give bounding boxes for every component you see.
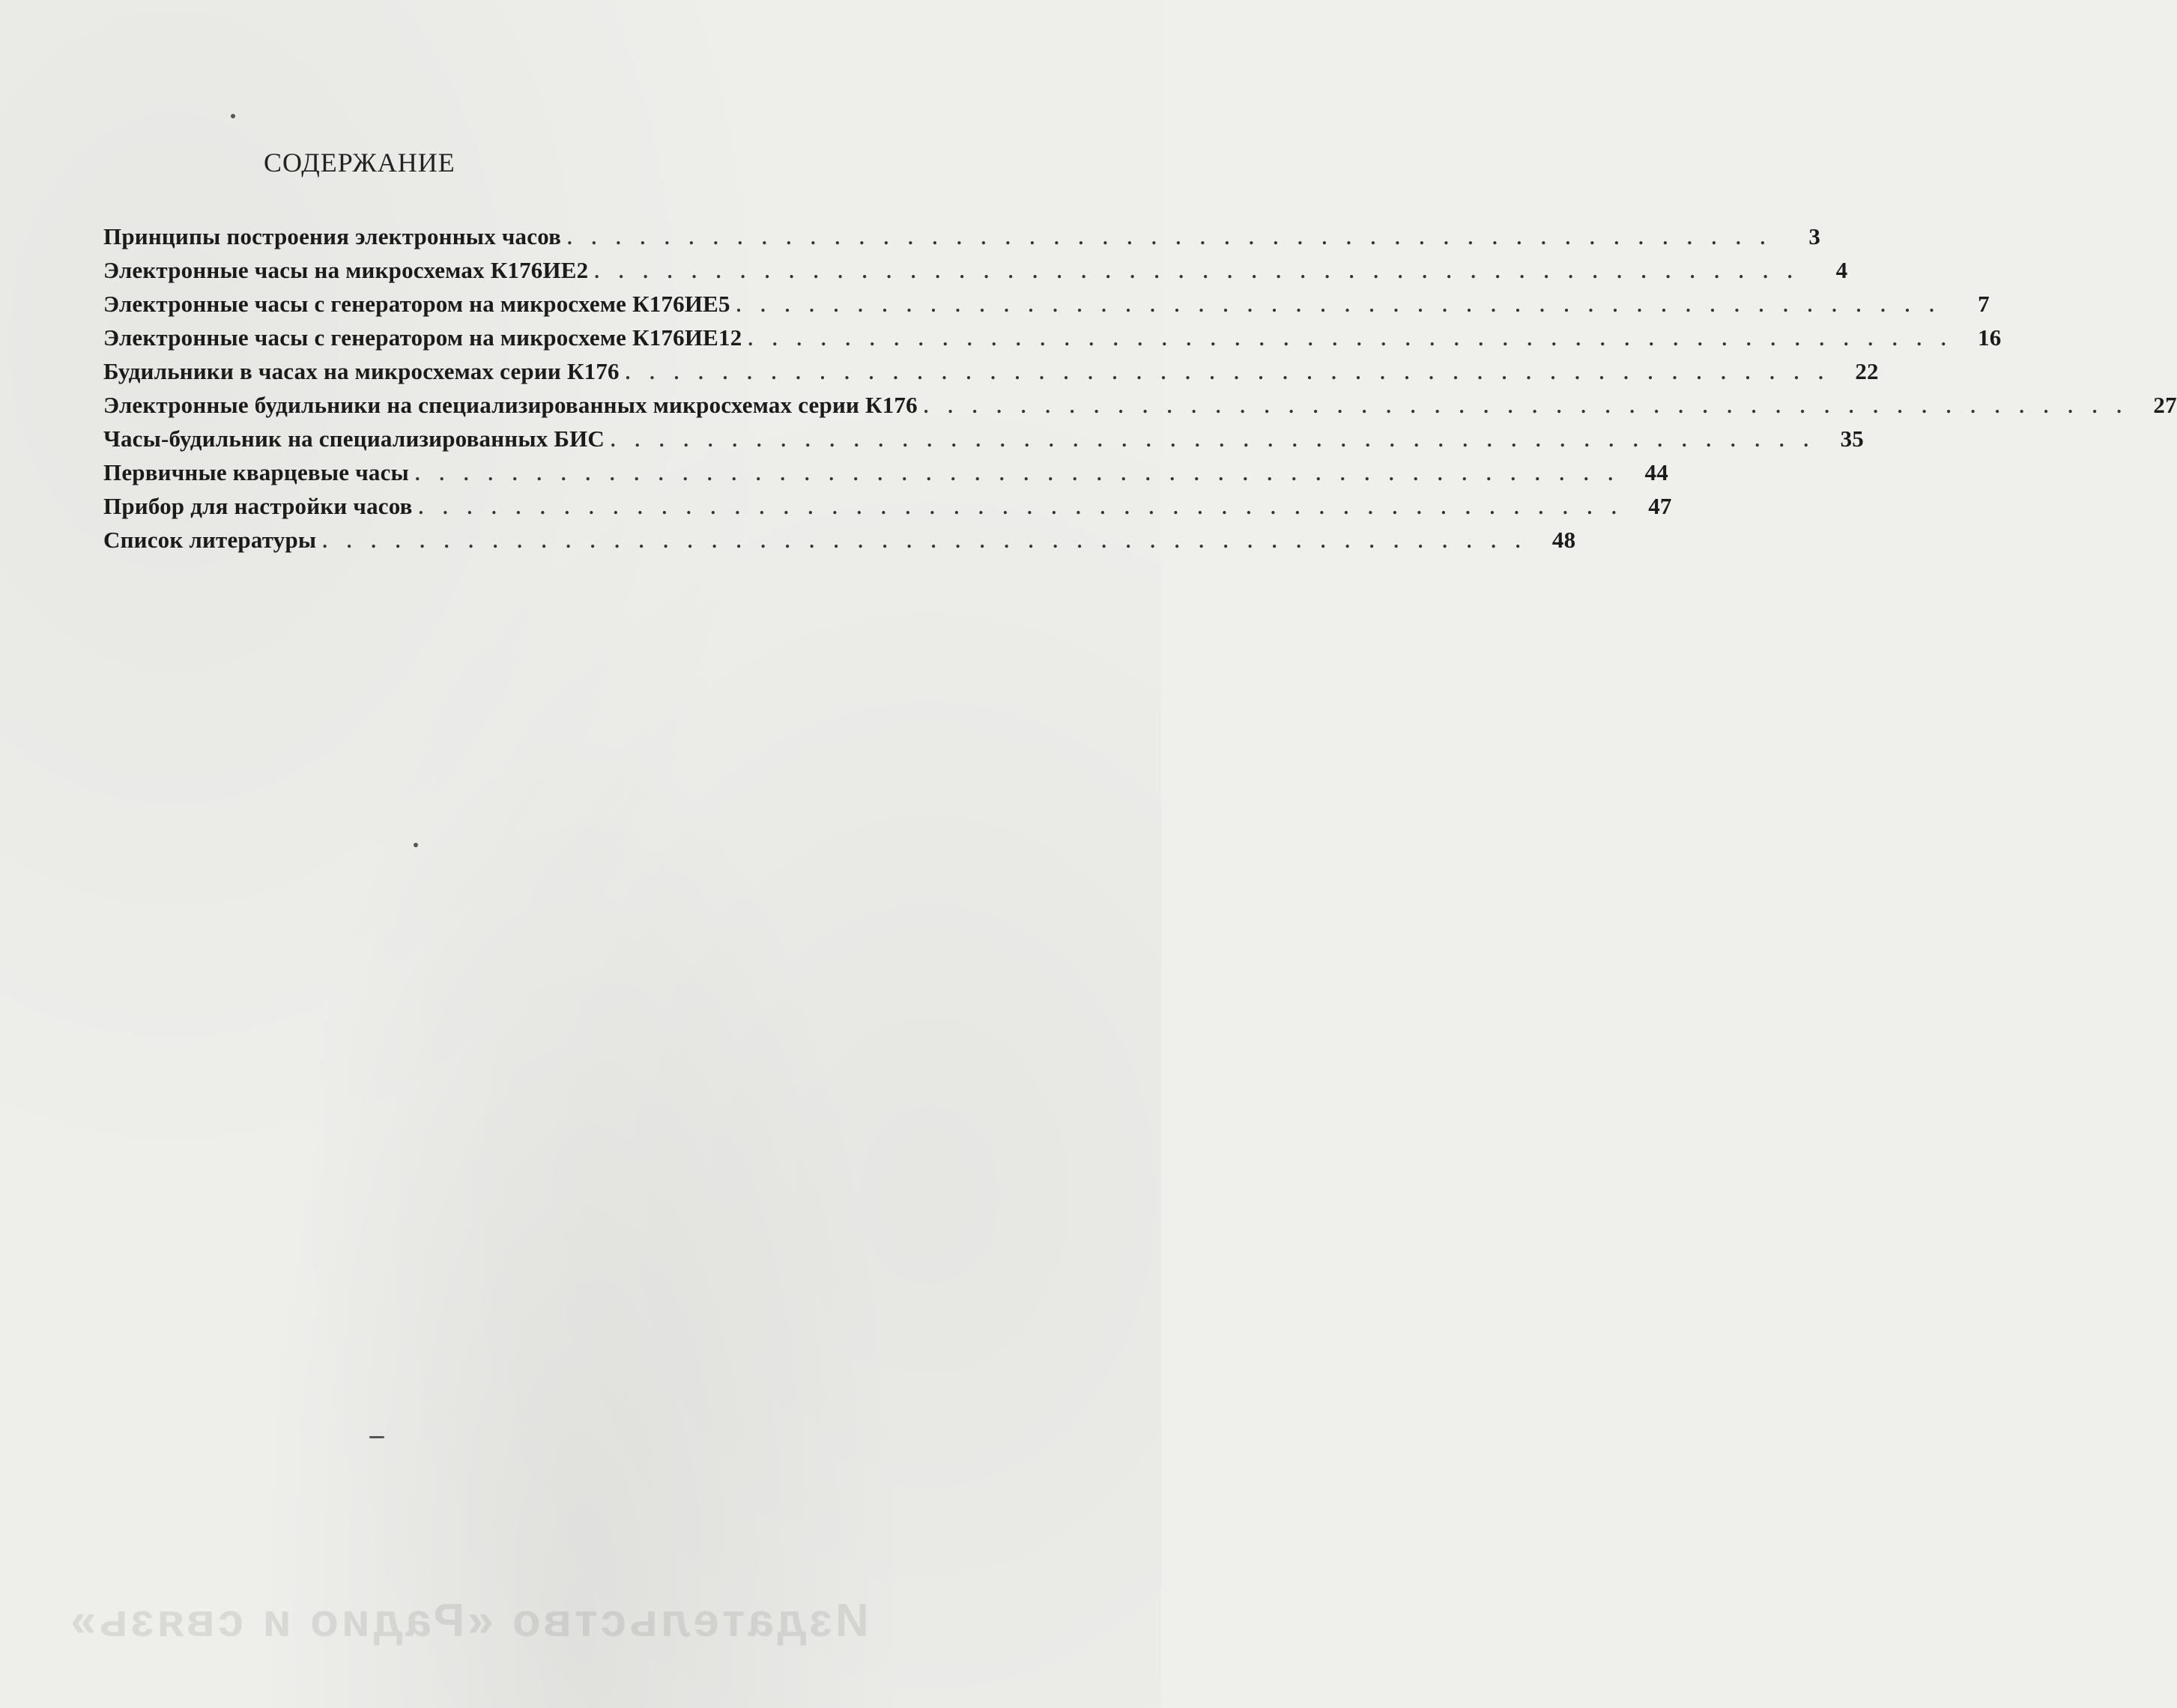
toc-entry: [103, 527, 1576, 560]
toc-entry-page: 3: [1808, 223, 1821, 249]
toc-leader-dots: ..................................................: [748, 328, 1966, 350]
toc-leader-dots: ..................................................: [322, 530, 1540, 552]
toc-entry-title: Прибор для настройки часов: [103, 493, 413, 519]
toc-entry-page: 22: [1855, 358, 1879, 384]
toc-leader-dots: ..................................................: [625, 362, 1843, 384]
toc-entry-title: Первичные кварцевые часы: [103, 459, 409, 485]
toc-entry-page: 27: [2153, 392, 2177, 418]
toc-entry: [103, 223, 1821, 257]
toc-entry-title: Принципы построения электронных часов: [103, 223, 562, 249]
toc-entry: [103, 257, 1848, 291]
table-of-contents: [103, 223, 2177, 560]
toc-entry: [103, 459, 1668, 493]
toc-entry-title: Будильники в часах на микросхемах серии К176: [103, 358, 620, 384]
toc-entry: [103, 392, 2177, 426]
toc-entry-page: 47: [1648, 493, 1672, 519]
toc-entry-page: 4: [1835, 257, 1848, 283]
toc-entry: [103, 493, 1672, 527]
toc-entry-title: Электронные часы на микросхемах К176ИЕ2: [103, 257, 589, 283]
toc-entry-title: Электронные будильники на специализированных микросхемах серии К176: [103, 392, 918, 418]
toc-entry: [103, 324, 2002, 358]
toc-leader-dots: ..................................................: [594, 261, 1812, 282]
toc-leader-dots: ..................................................: [923, 396, 2141, 417]
toc-entry: [103, 426, 1865, 459]
toc-entry-page: 35: [1840, 426, 1865, 452]
toc-entry-page: 7: [1978, 291, 1990, 317]
toc-leader-dots: ..................................................: [567, 227, 1785, 249]
toc-entry-title: Список литературы: [103, 527, 317, 553]
ink-speck: [369, 1436, 384, 1438]
ink-speck: [414, 843, 418, 847]
toc-entry-title: Электронные часы с генератором на микросхеме К176ИЕ5: [103, 291, 730, 317]
toc-entry-page: 16: [1978, 324, 2002, 351]
toc-entry-title: Электронные часы с генератором на микросхеме К176ИЕ12: [103, 324, 742, 351]
toc-leader-dots: ..................................................: [418, 497, 1636, 518]
toc-entry-title: Часы-будильник на специализированных БИС: [103, 426, 605, 452]
toc-entry: [103, 358, 1879, 392]
toc-entry: [103, 291, 1990, 324]
toc-leader-dots: ..................................................: [736, 294, 1954, 316]
ink-speck: [231, 114, 235, 118]
toc-entry-page: 48: [1551, 527, 1576, 553]
toc-leader-dots: ..................................................: [414, 463, 1632, 485]
toc-leader-dots: ..................................................: [611, 429, 1829, 451]
toc-entry-page: 44: [1644, 459, 1668, 485]
bleed-through-publisher-stamp: Издательство «Радио и связь»: [67, 1595, 869, 1647]
page-title: СОДЕРЖАНИЕ: [264, 148, 455, 178]
